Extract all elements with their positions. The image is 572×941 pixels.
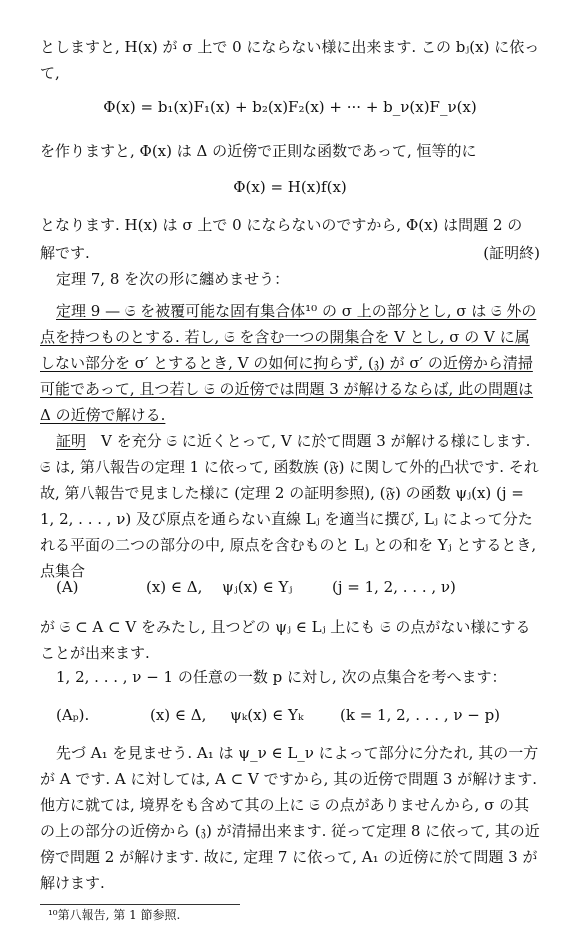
theorem-label: 定理 9	[56, 302, 101, 320]
condition-Ap-psi: ψₖ(x) ∈ Yₖ	[230, 706, 304, 724]
paragraph-point-set: 1, 2, . . . , ν − 1 の任意の一数 p に対し, 次の点集合を考へます：	[56, 668, 507, 686]
paragraph-inclusion: が 𝔖 ⊂ A ⊂ V をみたし, 且つどの ψⱼ ∈ Lⱼ 上にも 𝔖 の点がない様にすることが出来ます.	[40, 618, 531, 662]
condition-Ap-tag: (Aₚ).	[56, 706, 90, 724]
theorem-text: 𝔖 を被覆可能な固有集合体¹⁰ の σ 上の部分とし, σ は 𝔖 外の点を持つものとする. 若し, 𝔖 を含む一つの開集合を V とし, σ の V に属しない部分を σ′ とするとき, V の如何に拘らず, (𝔷) が σ′ の近傍から清掃可能であって, 且つ若し 𝔖 の近傍では問題 3 が解けるならば, 此の問題は Δ の近傍で解ける.	[40, 302, 537, 424]
equation-phi-sum: Φ(x) = b₁(x)F₁(x) + b₂(x)F₂(x) + ··· + b_ν(x)F_ν(x)	[103, 98, 477, 116]
condition-A-tag: (A)	[56, 578, 79, 596]
paragraph-conclusion: となります. H(x) は σ 上で 0 にならないのですから, Φ(x) は問題 2 の	[40, 216, 523, 234]
proof-text: V を充分 𝔖 に近くとって, V に於て問題 3 が解ける様にします. 𝔖 は, 第八報告の定理 1 に依って, 函数族 (𝔉) に関して外的凸状です. それ故, 第八報告で見ました様に (定理 2 の証明参照), (𝔉) の函数 ψⱼ(x) (j = 1, 2, . . . , ν) 及び原点を通らない直線 Lⱼ を適当に撰び, Lⱼ によって分たれる平面の二つの部分の中, 原点を含むものと Lⱼ との和を Yⱼ とするとき, 点集合	[40, 432, 539, 580]
theorem-9	[40, 298, 540, 428]
proof-end-mark: (証明終)	[483, 244, 540, 262]
theorem-dash: —	[100, 302, 125, 320]
condition-A-psi: ψⱼ(x) ∈ Yⱼ	[222, 578, 293, 596]
equation-phi-product: Φ(x) = H(x)f(x)	[233, 178, 347, 196]
proof-paragraph	[40, 428, 540, 584]
condition-Ap-index: (k = 1, 2, . . . , ν − p)	[340, 706, 501, 724]
paragraph-intro: としますと, H(x) が σ 上で 0 にならない様に出来ます. この bⱼ(x) に依って,	[40, 38, 540, 82]
condition-A-index: (j = 1, 2, . . . , ν)	[332, 578, 456, 596]
condition-Ap-domain: (x) ∈ Δ,	[150, 706, 207, 724]
proof-label: 証明	[56, 432, 87, 450]
footnote-10: ¹⁰第八報告, 第 1 節参照.	[48, 908, 181, 922]
condition-A-domain: (x) ∈ Δ,	[146, 578, 203, 596]
paragraph-conclusion-end: 解です.	[40, 244, 90, 262]
paragraph-summary-intro: 定理 7, 8 を次の形に纏めませう：	[56, 270, 290, 288]
paragraph-phi-regular: を作りますと, Φ(x) は Δ の近傍で正則な函数であって, 恒等的に	[40, 142, 477, 160]
footnote-rule	[40, 904, 240, 905]
paragraph-A1: 先づ A₁ を見ませう. A₁ は ψ_ν ∈ L_ν によって部分に分たれ, 其の一方が A です. A に対しては, A ⊂ V ですから, 其の近傍で問題 3 が解けます. 他方に就ては, 境界をも含めて其の上に 𝔖 の点がありませんから, σ の其の上の部分の近傍から (𝔷) が清掃出来ます. 従って定理 8 に依って, 其の近傍で問題 2 が解けます. 故に, 定理 7 に依って, A₁ の近傍に於て問題 3 が解けます.	[40, 744, 540, 892]
